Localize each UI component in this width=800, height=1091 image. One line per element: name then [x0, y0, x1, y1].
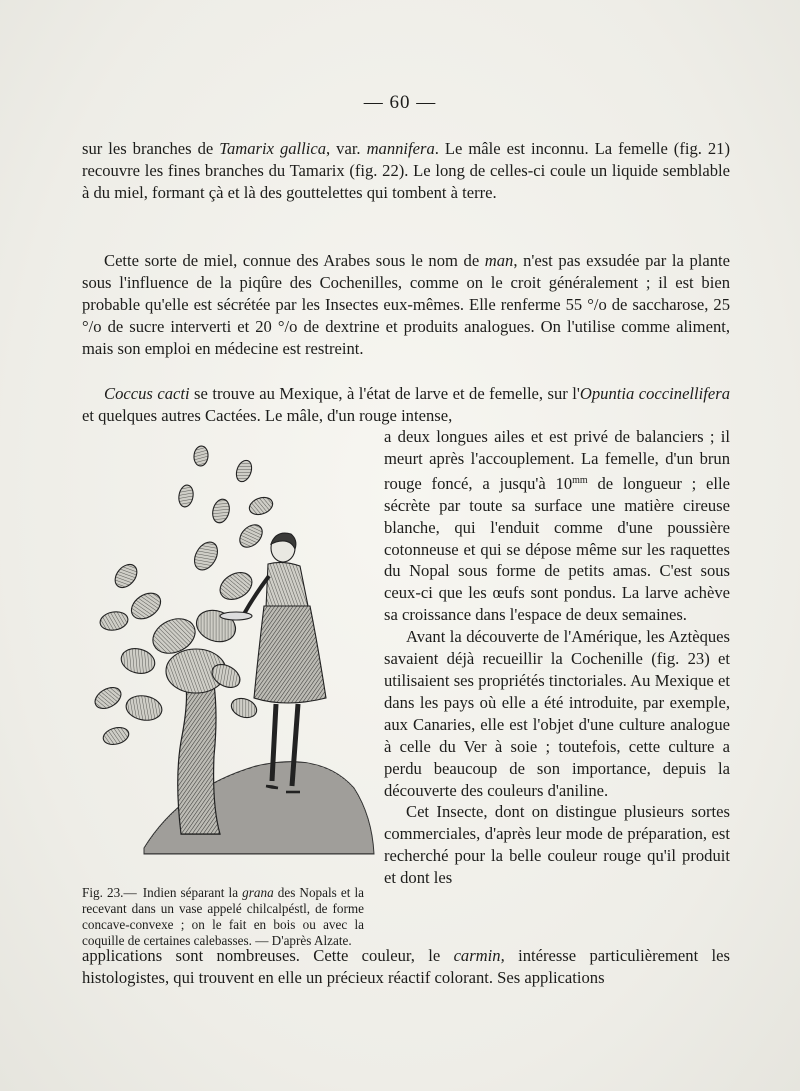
text-run: . Le mâle est inconnu. La femelle (fig. 21) recouvre les fines branches du Tamarix (fig. 22). Le long de celles-ci coule un liquide semblable à du miel, formant çà et là des gouttelettes qui tombent à terre. [82, 139, 730, 202]
bodice [266, 562, 308, 608]
cactus-pad [111, 560, 142, 591]
paragraph-tamarix [82, 138, 730, 204]
bowl [220, 612, 252, 620]
cactus-pad [193, 445, 209, 466]
text-run: , var. [326, 139, 367, 158]
paragraph-aztecs: Avant la découverte de l'Amérique, les Aztèques savaient déjà recueillir la Cochenille (fig. 23) et utilisaient ses propriétés tinctoriales. Au Mexique et dans les pays où elle a été introduite, par exemple, aux Canaries, elle est l'objet d'une culture analogue à celle du Ver à soie ; toutefois, cette culture a perdu beaucoup de son importance, depuis la découverte des couleurs d'aniline. [384, 627, 730, 800]
text-run: et quelques autres Cactées. Le mâle, d'un rouge intense, [82, 405, 453, 425]
cactus-pad [118, 645, 157, 677]
cactus-pad [101, 725, 130, 747]
cactus-pad [247, 494, 275, 517]
cactus-pad [124, 693, 164, 723]
text-run: , n'est pas exsudée par la plante sous l'influence de la piqûre des Cochenilles, comme on le croit généralement ; il est bien probable qu'elle est sécrétée par les Insectes eux-mêmes. Elle renferme 55 °/o de saccharose, 25 °/o de sucre interverti et 20 °/o de dextrine et produits analogues. On l'utilise comme aliment, mais son emploi en médecine est restreint. [82, 251, 730, 358]
figure-cactus-illustration [86, 436, 376, 868]
paragraph-commercial: Cet Insecte, dont on distingue plusieurs sortes commerciales, d'après leur mode de préparation, est recherché pour la belle couleur rouge qu'il produit et dont les [384, 802, 730, 888]
italic-term: grana [242, 885, 274, 901]
italic-term: carmin, [453, 946, 505, 965]
cactus-pad [91, 683, 124, 713]
text-run: de longueur ; elle sécrète par toute sa surface une matière cireuse blanche, qui l'enduit comme d'une poussière cotonneuse et qui se dépose même sur les raquettes du Nopal sous forme de petits amas. C'est sous ceux-ci que les œufs sont pondus. La larve achève sa croissance dans l'espace de deux semaines. [384, 473, 730, 625]
paragraph-man [82, 250, 730, 360]
cactus-pad [234, 458, 255, 483]
skirt [254, 606, 326, 703]
cactus-pad [192, 605, 240, 647]
italic-term: Coccus cacti [104, 384, 190, 403]
text-run: sur les branches de [82, 139, 220, 158]
wrapped-text-column [384, 426, 730, 889]
italic-term: Tamarix gallica [219, 139, 327, 158]
cactus-pad [190, 538, 222, 574]
text-run: des Nopals et la recevant dans un vase appelé chilcalpéstl, de forme concave-convexe ; on le fait en bois ou avec la coquille de certaines calebasses. — D'après Alzate. [82, 885, 364, 949]
cactus-pads [91, 445, 275, 747]
text-run: Cette sorte de miel, connue des Arabes sous le nom de [104, 251, 485, 270]
cactus-pad [177, 484, 195, 508]
woman-figure [220, 533, 326, 792]
italic-term: man [484, 251, 514, 270]
text-run: applications sont nombreuses. Cette couleur, le [82, 946, 454, 965]
italic-term: Opuntia coccinellifera [579, 384, 730, 403]
page-number: — 60 — [363, 92, 437, 113]
paragraph-coccus-cacti [82, 383, 730, 427]
cactus-trunk [178, 684, 220, 834]
text-run: se trouve au Mexique, à l'état de larve et de femelle, sur l' [189, 384, 580, 403]
text-run: Indien séparant la [138, 885, 243, 901]
cactus-pad [210, 497, 232, 524]
text-run: intéresse particulièrement les histologistes, qui trouvent en elle un précieux réactif colorant. Ses applications [82, 946, 730, 987]
cactus-pad [235, 520, 266, 551]
cactus-pad [99, 610, 130, 633]
paragraph-carmin [82, 945, 730, 989]
cactus-pad [229, 695, 260, 721]
caption-label: Fig. 23.— [82, 885, 137, 901]
italic-term: mannifera [366, 139, 435, 158]
superscript: mm [572, 474, 588, 486]
figure-caption [82, 885, 364, 949]
paragraph-male-female [384, 426, 730, 626]
cactus-pad [127, 588, 166, 624]
text-run: a deux longues ailes et est privé de balanciers ; il meurt après l'accouplement. La femelle, d'un brun rouge foncé, a jusqu'à 10 [384, 427, 730, 493]
